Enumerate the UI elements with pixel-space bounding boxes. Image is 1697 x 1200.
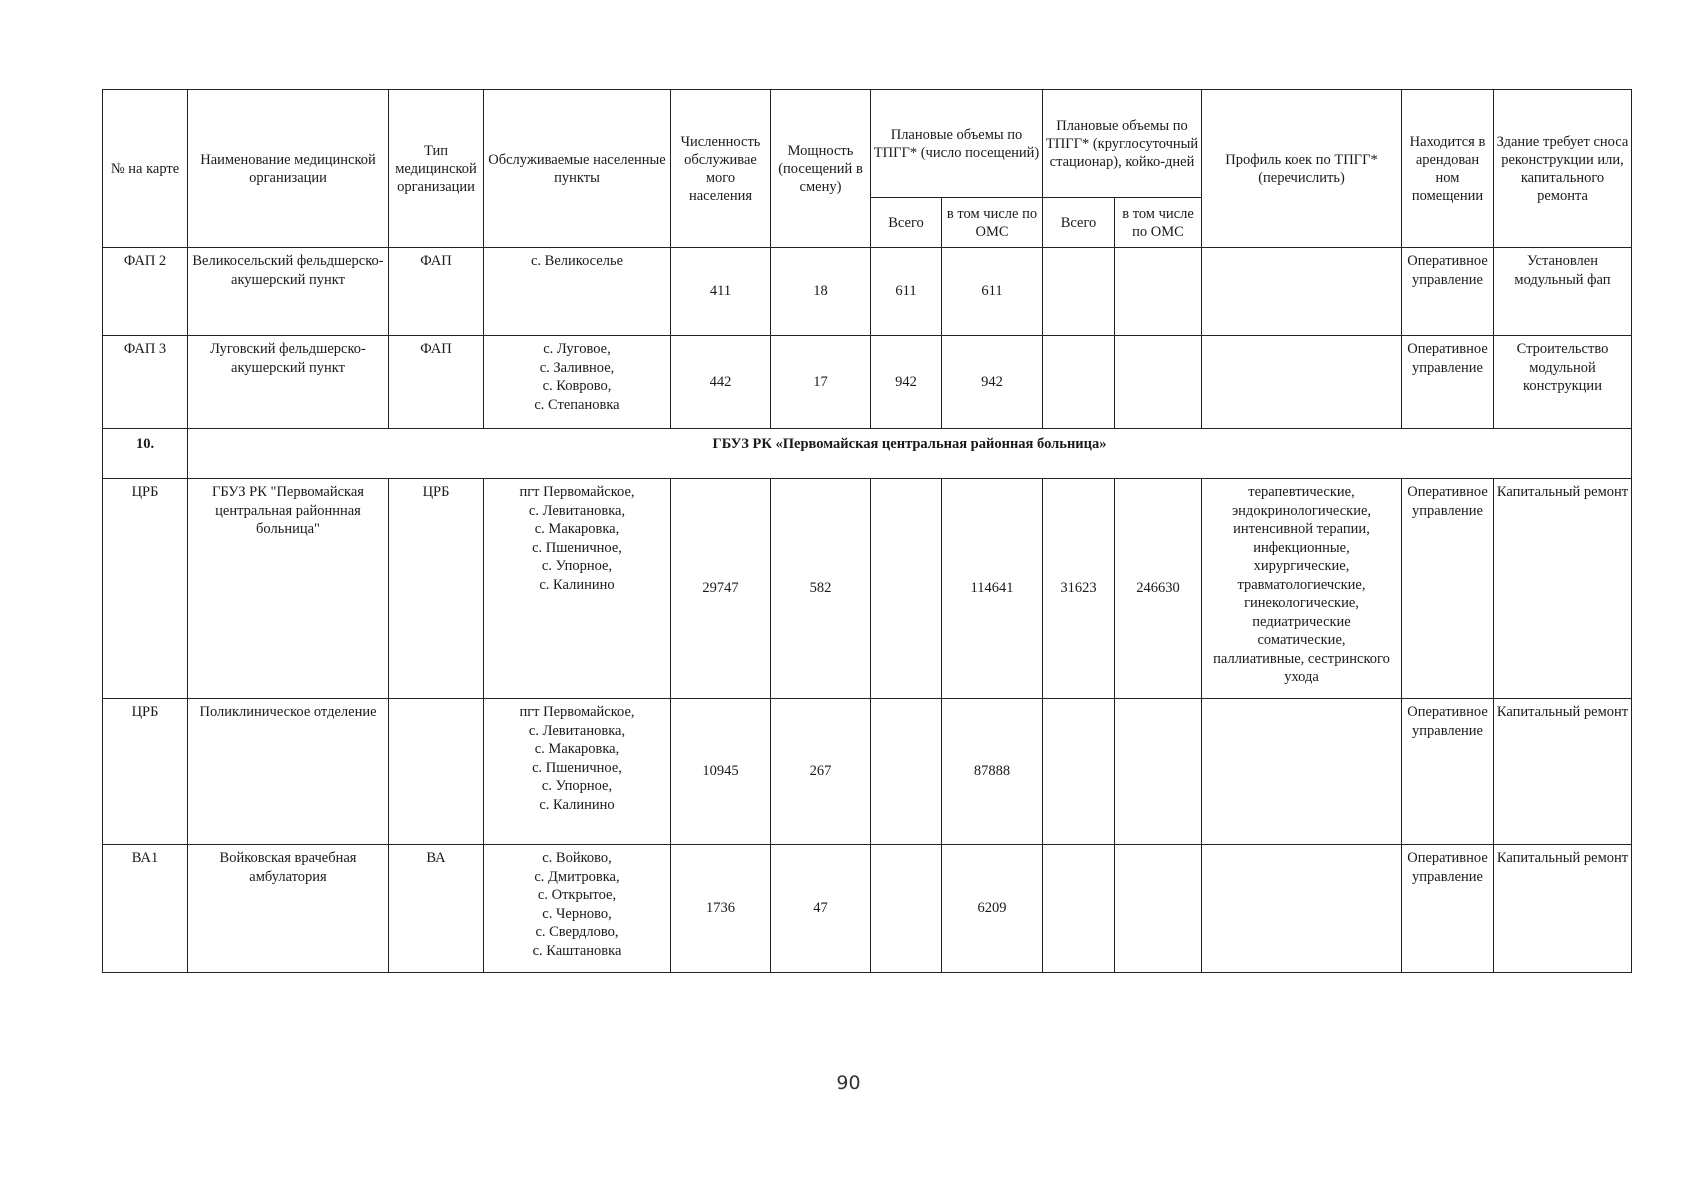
header-capacity: Мощность (посещений в смену) <box>771 90 871 248</box>
cell-capacity: 267 <box>771 699 871 845</box>
cell-settlements <box>484 336 671 429</box>
table-row <box>103 248 1632 336</box>
settlement-line: с. Пшеничное, <box>532 759 622 776</box>
header-map-no: № на карте <box>103 90 188 248</box>
settlement-line: с. Левитановка, <box>528 722 626 739</box>
cell-leased: Оперативное управление <box>1402 336 1494 429</box>
section-number: 10. <box>103 429 188 479</box>
settlement-line: с. Дмитровка, <box>534 868 620 885</box>
cell-type: ЦРБ <box>389 479 484 699</box>
cell-capacity: 47 <box>771 845 871 973</box>
cell-type: ФАП <box>389 336 484 429</box>
header-visits-total: Всего <box>871 198 942 248</box>
cell-map-no: ФАП 3 <box>103 336 188 429</box>
cell-population: 10945 <box>671 699 771 845</box>
header-settlements: Обслуживаемые населенные пункты <box>484 90 671 248</box>
profile-line: эндокринологические, <box>1231 502 1372 519</box>
cell-population: 29747 <box>671 479 771 699</box>
cell-name: ГБУЗ РК "Первомайская центральная районнная больница" <box>188 479 389 699</box>
cell-map-no: ЦРБ <box>103 479 188 699</box>
settlement-line: с. Луговое, <box>543 341 611 357</box>
table-row <box>103 699 1632 845</box>
cell-visits-oms: 87888 <box>942 699 1043 845</box>
cell-beds-total <box>1043 248 1115 336</box>
profile-line: хирургические, <box>1253 558 1350 574</box>
cell-profile <box>1202 845 1402 973</box>
cell-leased: Оперативное управление <box>1402 248 1494 336</box>
header-building: Здание требует сноса реконструкции или, капитального ремонта <box>1494 90 1632 248</box>
settlement-line: с. Открытое, <box>537 887 617 903</box>
section-title: ГБУЗ РК «Первомайская центральная районная больница» <box>188 429 1632 479</box>
header-beds-total: Всего <box>1043 198 1115 248</box>
settlement-line: с. Степановка <box>534 396 620 413</box>
cell-beds-oms <box>1115 699 1202 845</box>
settlement-line: с. Пшеничное, <box>532 539 622 556</box>
header-beds-oms: в том числе по ОМС <box>1115 198 1202 248</box>
profile-line: терапевтические, <box>1248 484 1355 500</box>
cell-beds-total: 31623 <box>1043 479 1115 699</box>
settlement-line: с. Войково, <box>542 850 612 866</box>
header-population: Численность обслуживае мого населения <box>671 90 771 248</box>
cell-profile <box>1202 248 1402 336</box>
settlement-line: с. Макаровка, <box>534 741 620 757</box>
cell-building: Капитальный ремонт <box>1494 699 1632 845</box>
settlement-line: с. Заливное, <box>539 359 615 376</box>
cell-beds-oms <box>1115 248 1202 336</box>
settlement-line: с. Калинино <box>539 796 615 813</box>
cell-name: Поликлиническое отделение <box>188 699 389 845</box>
cell-settlements <box>484 845 671 973</box>
cell-capacity: 582 <box>771 479 871 699</box>
page-number: 90 <box>836 1072 861 1094</box>
cell-name: Великосельский фельдшерско-акушерский пункт <box>188 248 389 336</box>
cell-profile <box>1202 479 1402 699</box>
cell-visits-oms: 114641 <box>942 479 1043 699</box>
cell-leased: Оперативное управление <box>1402 479 1494 699</box>
settlement-line: с. Коврово, <box>542 378 612 394</box>
settlement-line: с. Макаровка, <box>534 521 620 537</box>
settlement-line: с. Левитановка, <box>528 502 626 519</box>
cell-leased: Оперативное управление <box>1402 845 1494 973</box>
cell-beds-oms <box>1115 336 1202 429</box>
header-visits-group: Плановые объемы по ТПГГ* (число посещений) <box>871 90 1043 198</box>
cell-population: 442 <box>671 336 771 429</box>
cell-beds-total <box>1043 336 1115 429</box>
cell-settlements <box>484 699 671 845</box>
cell-visits-total <box>871 845 942 973</box>
cell-name: Луговский фельдшерско-акушерский пункт <box>188 336 389 429</box>
cell-visits-oms: 611 <box>942 248 1043 336</box>
cell-visits-total <box>871 699 942 845</box>
cell-visits-total: 611 <box>871 248 942 336</box>
settlement-line: с. Калинино <box>539 576 615 593</box>
table-row <box>103 479 1632 699</box>
section-row <box>103 429 1632 479</box>
profile-line: травматологиечские, <box>1237 576 1366 593</box>
cell-building: Капитальный ремонт <box>1494 845 1632 973</box>
medical-organizations-table <box>102 89 1632 973</box>
cell-population: 411 <box>671 248 771 336</box>
cell-beds-total <box>1043 699 1115 845</box>
settlement-line: пгт Первомайское, <box>519 484 635 500</box>
cell-visits-oms: 6209 <box>942 845 1043 973</box>
cell-name: Войковская врачебная амбулатория <box>188 845 389 973</box>
cell-profile <box>1202 336 1402 429</box>
header-name: Наименование медицинской организации <box>188 90 389 248</box>
cell-beds-oms <box>1115 845 1202 973</box>
settlement-line: с. Упорное, <box>541 778 613 794</box>
header-stationary-group: Плановые объемы по ТПГГ* (круглосуточный стационар), койко-дней <box>1043 90 1202 198</box>
cell-population: 1736 <box>671 845 771 973</box>
header-bed-profile: Профиль коек по ТПГГ* (перечислить) <box>1202 90 1402 248</box>
header-leased: Находится в арендован ном помещении <box>1402 90 1494 248</box>
settlement-line: с. Свердлово, <box>535 924 619 940</box>
cell-capacity: 18 <box>771 248 871 336</box>
cell-beds-total <box>1043 845 1115 973</box>
cell-map-no: ЦРБ <box>103 699 188 845</box>
cell-type: ФАП <box>389 248 484 336</box>
settlement-line: с. Великоселье <box>530 253 624 269</box>
profile-line: интенсивной терапии, <box>1233 521 1370 537</box>
cell-visits-oms: 942 <box>942 336 1043 429</box>
cell-map-no: ВА1 <box>103 845 188 973</box>
cell-leased: Оперативное управление <box>1402 699 1494 845</box>
cell-capacity: 17 <box>771 336 871 429</box>
cell-settlements <box>484 479 671 699</box>
profile-line: соматические, <box>1257 632 1346 648</box>
profile-line: гинекологические, <box>1244 595 1359 611</box>
table-row <box>103 845 1632 973</box>
settlement-line: с. Упорное, <box>541 558 613 574</box>
settlement-line: с. Черново, <box>542 905 612 922</box>
cell-visits-total: 942 <box>871 336 942 429</box>
cell-map-no: ФАП 2 <box>103 248 188 336</box>
settlement-line: с. Каштановка <box>532 942 622 959</box>
cell-building: Строительство модульной конструкции <box>1494 336 1632 429</box>
header-visits-oms: в том числе по ОМС <box>942 198 1043 248</box>
profile-line: педиатрические <box>1252 613 1351 630</box>
profile-line: инфекционные, <box>1253 539 1350 556</box>
settlement-line: пгт Первомайское, <box>519 704 635 720</box>
cell-building: Установлен модульный фап <box>1494 248 1632 336</box>
profile-line: ухода <box>1284 669 1319 685</box>
cell-building: Капитальный ремонт <box>1494 479 1632 699</box>
cell-profile <box>1202 699 1402 845</box>
cell-beds-oms: 246630 <box>1115 479 1202 699</box>
header-type: Тип медицинской организации <box>389 90 484 248</box>
cell-settlements <box>484 248 671 336</box>
cell-type <box>389 699 484 845</box>
table-row <box>103 336 1632 429</box>
cell-type: ВА <box>389 845 484 973</box>
profile-line: паллиативные, сестринского <box>1213 650 1390 667</box>
cell-visits-total <box>871 479 942 699</box>
